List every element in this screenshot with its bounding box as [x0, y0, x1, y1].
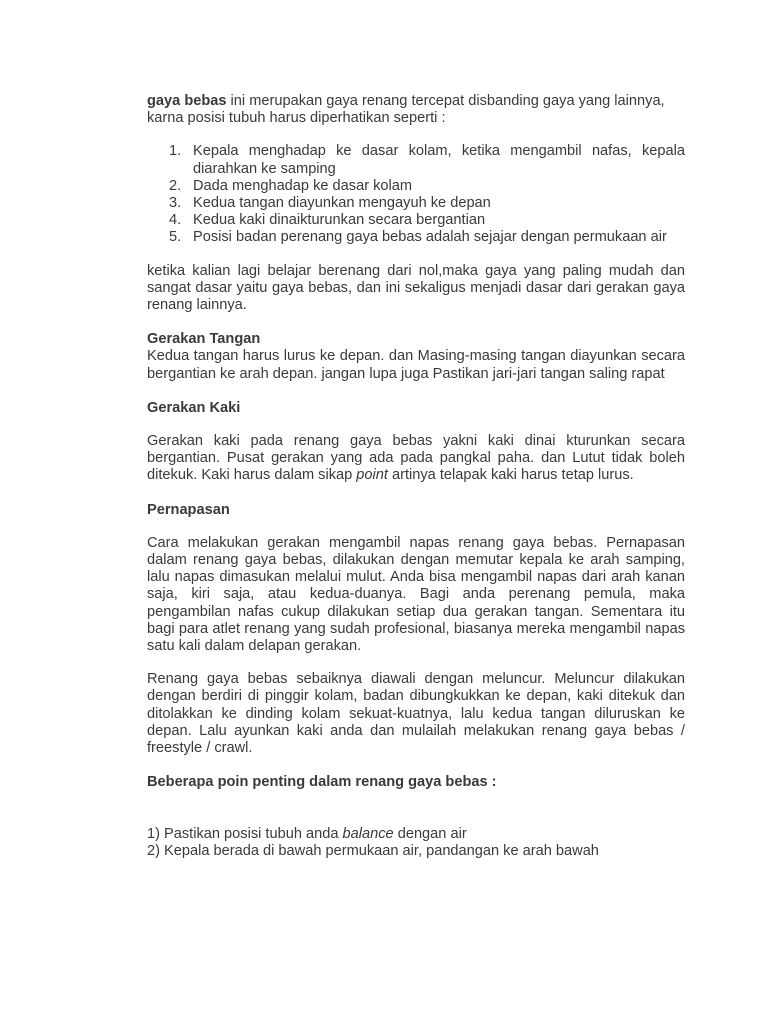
- section-body-tangan: Kedua tangan harus lurus ke depan. dan Masing-masing tangan diayunkan secara bergantian ke arah depan. jangan lupa juga Pastikan jari-jari tangan saling rapat: [147, 348, 685, 382]
- list-item: [147, 195, 685, 212]
- list-item-number: 1.: [169, 143, 182, 160]
- section-heading-kaki: Gerakan Kaki: [147, 399, 241, 416]
- list-item-number: 4.: [169, 212, 182, 229]
- document-page: [147, 93, 685, 860]
- kaki-emphasis: point: [356, 467, 388, 484]
- list-item: [147, 212, 685, 229]
- section-heading-tangan: Gerakan Tangan: [147, 331, 261, 348]
- intro-rest: ini merupakan gaya renang tercepat disbanding gaya yang lainnya, karna posisi tubuh harus diperhatikan seperti :: [147, 93, 665, 127]
- section-body-pernapasan: Cara melakukan gerakan mengambil napas renang gaya bebas. Pernapasan dalam renang gaya bebas, dilakukan dengan memutar kepala ke arah samping, lalu napas dimasukan melalui mulut. Anda bisa mengambil napas dari arah kanan saja, kiri saja, atau kedua-duanya. Bagi anda perenang pemula, maka pengambilan nafas cukup dilakukan setiap dua gerakan tangan. Sementara itu bagi para atlet renang yang sudah profesional, biasanya mereka mengambil napas satu kali dalam delapan gerakan.: [147, 534, 685, 655]
- list-item: [147, 229, 685, 246]
- list-item-number: 2.: [169, 177, 182, 194]
- beginner-paragraph: ketika kalian lagi belajar berenang dari nol,maka gaya yang paling mudah dan sangat dasar yaitu gaya bebas, dan ini sekaligus menjadi dasar dari gerakan gaya renang lainnya.: [147, 262, 685, 314]
- list-item: [147, 143, 685, 177]
- list-item-number: 3.: [169, 195, 182, 212]
- section-heading-pernapasan: Pernapasan: [147, 501, 230, 518]
- list-item-text: Kepala menghadap ke dasar kolam, ketika mengambil nafas, kepala diarahkan ke samping: [193, 143, 685, 177]
- point-text-start: 2) Kepala berada di bawah permukaan air, pandangan ke arah bawah: [147, 842, 599, 859]
- intro-paragraph: [147, 93, 685, 127]
- list-item: [147, 826, 685, 843]
- meluncur-paragraph: Renang gaya bebas sebaiknya diawali dengan meluncur. Meluncur dilakukan dengan berdiri di pinggir kolam, badan dibungkukkan ke depan, kaki ditekuk dan ditolakkan ke dinding kolam sekuat-kuatnya, lalu kedua tangan diluruskan ke depan. Lalu ayunkan kaki anda dan mulailah melakukan renang gaya bebas / freestyle / crawl.: [147, 671, 685, 757]
- kaki-text-start: Gerakan kaki pada renang gaya bebas yakni kaki dinai kturunkan secara bergantian. Pusat gerakan yang ada pada pangkal paha. dan Lutut tidak boleh ditekuk. Kaki harus dalam sikap: [147, 433, 685, 484]
- section-body-kaki: [147, 433, 685, 485]
- list-item-number: 5.: [169, 229, 182, 246]
- list-item: [147, 178, 685, 195]
- point-emphasis: balance: [342, 825, 394, 842]
- list-item-text: Posisi badan perenang gaya bebas adalah sejajar dengan permukaan air: [193, 229, 667, 246]
- list-item: [147, 843, 685, 860]
- list-item-text: Dada menghadap ke dasar kolam: [193, 177, 413, 194]
- section-heading-poin: Beberapa poin penting dalam renang gaya bebas :: [147, 774, 497, 791]
- kaki-text-end: artinya telapak kaki harus tetap lurus.: [387, 467, 634, 484]
- points-list: [147, 826, 685, 860]
- list-item-text: Kedua kaki dinaikturunkan secara bergantian: [193, 212, 486, 229]
- list-item-text: Kedua tangan diayunkan mengayuh ke depan: [193, 195, 491, 212]
- intro-lead: gaya bebas: [147, 93, 227, 109]
- point-text-end: dengan air: [393, 825, 467, 842]
- point-text-start: 1) Pastikan posisi tubuh anda: [147, 825, 343, 842]
- steps-list: [147, 143, 685, 246]
